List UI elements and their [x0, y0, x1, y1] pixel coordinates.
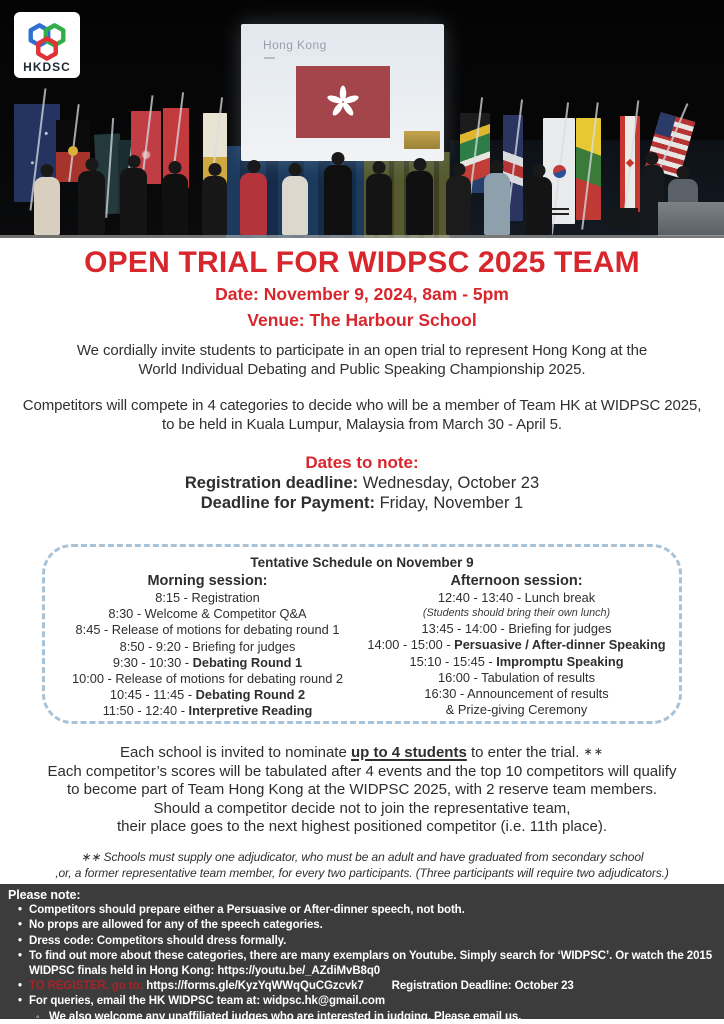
usa-flag-canton [655, 112, 676, 138]
morning-session-heading: Morning session: [147, 573, 268, 589]
person-silhouette [162, 174, 188, 235]
person-silhouette [366, 174, 392, 235]
footnote-line-1: ∗∗ Schools must supply one adjudicator, who must be an adult and have graduated from secondary school [80, 849, 644, 864]
youtube-text: To find out more about these categories, there are many exemplars on Youtube. Simply search for ‘WIDPSC’. Or watch the 2015 WIDPSC finals held in Hong Kong: [29, 949, 712, 978]
intro-p1-line1: We cordially invite students to participate in an open trial to represent Hong Kong at the [76, 342, 648, 359]
stage-edge [0, 235, 724, 238]
note-judges-welcome: ◦ We also welcome any unaffiliated judges who are interested in judging. Please email us. [8, 1010, 714, 1024]
note-dress-code [8, 934, 714, 949]
queries-text: For queries, email the HK WIDPSC team at: [29, 995, 264, 1008]
schedule-item [53, 687, 362, 703]
schedule-item [362, 590, 671, 606]
schedule-item-bold: Impromptu Speaking [496, 653, 624, 669]
schedule-item-text: & Prize-giving Ceremony [445, 702, 588, 718]
person-silhouette [240, 173, 267, 235]
hong-kong-flag [296, 66, 390, 138]
person-silhouette [120, 168, 147, 235]
schedule-item [53, 655, 362, 671]
person-silhouette [324, 165, 352, 235]
schedule-item [362, 654, 671, 670]
please-note-heading: Please note: [8, 888, 81, 902]
dates-to-note-heading: Dates to note: [305, 453, 419, 472]
footnote-line-2: ,or, a former representative team member, for every two participants. (Three participants will require two adjudicators.) [55, 865, 669, 880]
screen-country-label: Hong Kong [263, 38, 327, 52]
to-register-label: TO REGISTER, go to: [29, 980, 144, 993]
canada-flag [620, 116, 640, 212]
schedule-item-text: 13:45 - 14:00 - Briefing for judges [421, 621, 612, 637]
schedule-item-text: 16:00 - Tabulation of results [438, 669, 595, 685]
schedule-item-text: 8:50 - 9:20 - Briefing for judges [119, 638, 296, 654]
nomination-line-4: Should a competitor decide not to join the representative team, [153, 799, 571, 817]
person-silhouette [282, 176, 308, 235]
schedule-item [53, 671, 362, 687]
nomination-line-5: their place goes to the next highest positioned competitor (i.e. 11th place). [116, 818, 607, 836]
schedule-item [53, 639, 362, 655]
nomination-up-to-4-students: up to 4 students [350, 744, 467, 761]
registration-deadline-text: Registration Deadline: October 23 [391, 980, 574, 993]
schedule-item [362, 621, 671, 637]
payment-deadline-row [0, 493, 724, 513]
schedule-item [362, 686, 671, 702]
venue-line: Venue: The Harbour School [247, 310, 477, 330]
schedule-columns [53, 572, 671, 720]
schedule-item-text: (Students should bring their own lunch) [422, 607, 611, 620]
afternoon-session-heading: Afternoon session: [450, 573, 583, 589]
intro-p2-line1: Competitors will compete in 4 categories to decide who will be a member of Team HK at WIDPSC 2025, [22, 397, 702, 414]
afternoon-session-column [362, 572, 671, 720]
intro-p1-line2: World Individual Debating and Public Speaking Championship 2025. [138, 361, 586, 378]
schedule-item [53, 703, 362, 719]
note-queries [8, 994, 714, 1009]
morning-session-column [53, 572, 362, 720]
person-silhouette [406, 171, 433, 235]
schedule-item-text: 8:45 - Release of motions for debating round 1 [75, 622, 340, 638]
hkdsc-hexagons-icon [18, 19, 76, 63]
schedule-title: Tentative Schedule on November 9 [250, 555, 474, 570]
note-speech-choice: • Competitors should prepare either a Persuasive or After-dinner speech, not both. [8, 903, 714, 918]
podium [658, 202, 724, 236]
nomination-line-2: Each competitor’s scores will be tabulated after 4 events and the top 10 competitors will qualify [47, 762, 677, 780]
schedule-item [53, 622, 362, 638]
registration-deadline-row [0, 473, 724, 493]
lunch-note [362, 606, 671, 621]
dress-code-label: Dress code [29, 934, 91, 947]
laptop [604, 208, 638, 230]
aboriginal-flag-sun [68, 146, 78, 156]
trigram-bar [549, 208, 569, 210]
registration-form-link[interactable]: https://forms.gle/KyzYqWWqQuCGzcvk7 [146, 980, 364, 993]
taegeuk-icon [553, 165, 566, 178]
schedule-item-text: 8:30 - Welcome & Competitor Q&A [108, 606, 307, 622]
adjudicator-footnote [0, 849, 724, 881]
lithuania-flag [576, 118, 601, 220]
note-register [8, 979, 714, 994]
registration-deadline-value: Wednesday, October 23 [358, 474, 540, 492]
schedule-item [53, 606, 362, 622]
schedule-box [42, 544, 682, 724]
person-silhouette [202, 176, 227, 235]
trigram-bar [549, 213, 569, 215]
person-silhouette [446, 176, 471, 235]
schedule-item-text: 11:50 - 12:40 - [102, 703, 189, 719]
maple-leaf-icon [626, 159, 634, 167]
schedule-item [362, 702, 671, 718]
intro-paragraph-2 [0, 396, 724, 434]
schedule-item [362, 637, 671, 653]
registration-deadline-label: Registration deadline: [184, 474, 359, 492]
schedule-item-text: 12:40 - 13:40 - Lunch break [437, 590, 596, 605]
widpsc-email-link[interactable]: widpsc.hk@gmail.com [263, 995, 385, 1008]
schedule-item-text: 8:15 - Registration [155, 590, 260, 605]
screen-divider [264, 57, 275, 59]
date-line: Date: November 9, 2024, 8am - 5pm [215, 284, 509, 304]
schedule-item-text: 10:00 - Release of motions for debating round 2 [71, 671, 344, 687]
person-silhouette [526, 177, 552, 235]
schedule-item [53, 590, 362, 606]
schedule-item-text: 10:45 - 11:45 - [109, 687, 196, 703]
poster-body [0, 246, 724, 881]
payment-deadline-value: Friday, November 1 [374, 494, 524, 512]
schedule-item-bold: Debating Round 2 [195, 687, 306, 703]
schedule-item-text: 9:30 - 10:30 - [112, 654, 193, 670]
footnote-marker: ∗∗ [583, 746, 604, 758]
schedule-item-bold: Interpretive Reading [188, 703, 313, 719]
person-silhouette [34, 177, 60, 235]
schedule-item-text: 15:10 - 15:45 - [409, 653, 497, 669]
payment-deadline-label: Deadline for Payment: [200, 494, 375, 512]
nomination-paragraph [0, 743, 724, 837]
please-note-footer [0, 884, 724, 1023]
bauhinia-icon [324, 83, 362, 121]
schedule-item-bold: Debating Round 1 [192, 654, 303, 670]
note-youtube [8, 949, 714, 979]
hkdsc-logo [14, 12, 80, 78]
nomination-line-3: to become part of Team Hong Kong at the WIDPSC 2025, with 2 reserve team members. [66, 781, 657, 799]
schedule-item [362, 670, 671, 686]
schedule-item-text: 14:00 - 15:00 - [367, 637, 455, 653]
nomination-line1-pre: Each school is invited to nominate [120, 744, 351, 761]
award-plaque [404, 131, 440, 149]
person-silhouette [78, 171, 105, 235]
schedule-item-bold: Persuasive / After-dinner Speaking [454, 637, 666, 653]
nomination-line-1 [0, 743, 724, 763]
youtube-link[interactable]: https://youtu.be/_AZdiMvB8q0 [217, 965, 381, 978]
dress-code-text: : Competitors should dress formally. [90, 934, 287, 947]
intro-p2-line2: to be held in Kuala Lumpur, Malaysia from March 30 - April 5. [162, 416, 562, 433]
schedule-item-text: 16:30 - Announcement of results [424, 686, 609, 702]
intro-paragraph-1 [0, 341, 724, 379]
nomination-line1-post: to enter the trial. [466, 744, 584, 761]
event-photo [0, 0, 724, 238]
note-no-props: • No props are allowed for any of the speech categories. [8, 918, 714, 933]
hkdsc-logo-text: HKDSC [23, 59, 71, 74]
poster-title: OPEN TRIAL FOR WIDPSC 2025 TEAM [84, 246, 640, 279]
person-silhouette [484, 173, 510, 235]
